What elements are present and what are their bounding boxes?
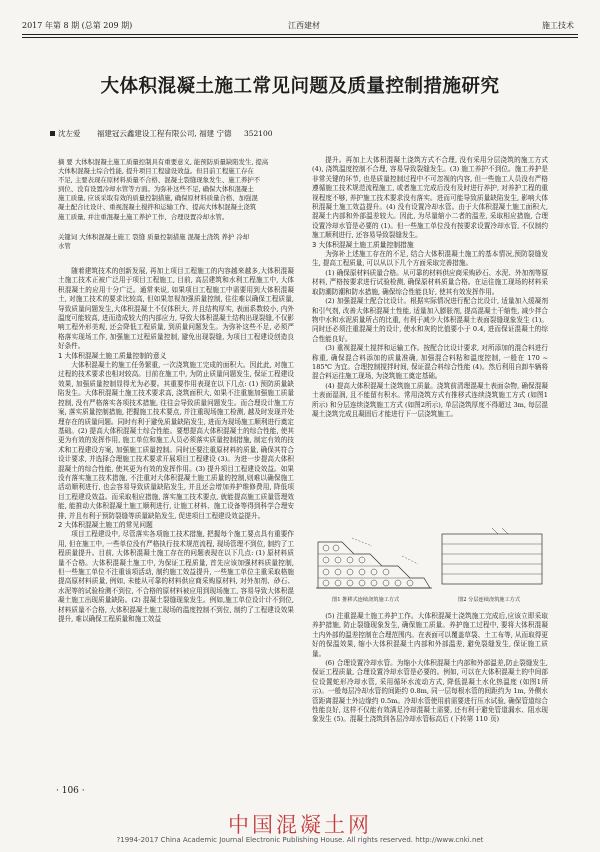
text-line: 顺利进行奠定基础。(2) 提高大体积混凝土综合性能。要想提高大体 [58,417,294,435]
text-line: 可以覆盖草袋、土工布等, 从而取得更好的保温效果, 缩小大体积混凝土 [312,630,548,649]
text-line: 式, 降低混凝土水化热温度 (如图1所示)。一般每层冷却水管的间距 [312,677,548,696]
text-line: 量加入缓凝剂和引气剂, 改善大体积混凝土性能, 适量加入膨胀剂, 提 [312,297,548,315]
section-heading [58,352,294,361]
text-line: 2 大体积混凝土施工的常见问题 [58,520,153,529]
text-line: 如果忽视加强质量控制, 往往难以确保工程质量, 导致质量问题发生, [58,295,294,313]
abstract-line: 施工质量, 应该采取有效的质量控制措施, 确保原材料质量合格、加强混 [58,194,258,203]
text-line: 示), 单层浇筑厚度不得超过 3m, 每层混凝土浇筑完成且凝固后才能进 [312,400,548,418]
text-line: 防止裂缝发生, 保证工程质量, 合理设置冷却水管是必要的。例如, 可 [312,659,548,677]
running-header [22,18,578,32]
text-line: 大体积混凝土的施工任务繁重, 一次浇筑施工完成的面积大。因此 [71,361,263,370]
text-line: 续浇筑施工方式 (如图1所示) 和分层连续浇筑施工方式 (如图2所 [312,391,548,409]
text-line: 1 大体积混凝土施工质量控制的意义 [58,351,167,360]
section-name: 施工技术 [542,21,574,30]
text-line: 预防裂缝发生, 提高工程质量, 可以从以下几个方面采取完善措施。 [312,250,548,268]
text-line: 好, 这样不仅能有效满足冷却混凝土需要, 还有利于避免管道漏水、阻 [332,706,535,715]
text-line: 能较高, 进而造成较大的内部应力, 导致大体积混凝土结构出现裂缝, [77,314,275,323]
text-line: 要求设置冷却水管, 不仅制约施工顺利进行, 还容易导致裂缝发生。 [312,221,548,240]
keywords [58,233,294,251]
figure-area [312,524,548,604]
figures-illustration [312,524,548,604]
abstract-line: 摘 要 大体积混凝土施工质量控制具有重要意义, 能预防质量缺陷发生, 提高 [58,158,269,166]
keywords-line: 水管 [58,242,71,251]
text-line: 以在大体积混凝土的中间部位设置蛇形冷却水管, 采用循环水流动方 [312,668,548,686]
text-line: 工方式 (4), 浇筑温度控制不合理, 容易导致裂缝发生。(3) 施工养 [312,156,548,174]
article-title: 大体积混凝土施工常见问题及质量控制措施研究 [100,76,500,97]
text-line: 提升。再加上大体积混凝土浇筑方式不合理, 没有采用分层浇筑的施 [325,156,528,164]
text-line: 物, 确保混凝土表面湿润, 且不能留有积水。常用浇筑方式有推移式连 [312,381,548,400]
text-line: 行下一层浇筑施工。 [397,409,458,418]
copyright-line: ?1994-2017 China Academic Journal Electronic Publishing House. All rights reserved. http://www.cnki.net [116,836,484,844]
text-line: 此, 对施工过程的技术要求也相对较高。目前在施工中, 为防止质量问 [58,361,294,379]
section-heading [312,241,548,250]
text-line: (5) 注重混凝土施工养护工作。大体积混凝土浇筑施工完成后, [325,612,508,620]
issue-info: 2017 年第 8 期 (总第 209 期) [22,21,133,30]
body-column-right-bottom [312,612,548,725]
abstract-line: 到位、没有设置冷却水管等方面。为弥补这些不足, 确保大体积混凝土 [58,185,254,194]
text-line: 定基础。 [415,372,442,381]
paragraph [312,382,548,420]
text-line: (4) 提高大体积混凝土浇筑施工质量。浇筑前清理混凝土表面杂 [325,381,511,390]
text-line: 效发挥作用。 [458,287,499,296]
text-line: 约 0.5m。冷却水管使用前需要进行压水试验, 确保管道综合性能良 [312,696,549,715]
text-line: 项活动, 制约施工效益提升, 一些施工单位主重采取格施提高原材 [58,568,294,586]
text-line: 则难以确保施工活动顺利进行, 也会容易导致质量缺陷发生, 并且还 [58,473,294,492]
paragraph [312,269,548,297]
text-line: 施工技术要点, 就能提高施工质量管理效能, 能推动大体积混凝土施工顺利进 [58,492,294,511]
abstract [58,158,294,222]
text-line: 这些不足, 必须严格落实现场工作, 加强施工过程质量控制, 避免出现 [58,323,294,341]
text-line: (1) 确保原材料质量合格。从可靠的材料供应商采购砂石、水泥、 [325,268,515,277]
text-line: 取相应措施, 合理设置冷却水管是必要的 (1)。但一些施工单位没有按 [312,212,548,230]
text-line: 具有重要作用, 但在施工中, 一些单位没有严格执行技术规范流程, 现 [58,530,294,548]
text-line: 如果没有落实施工技术措施, 不注重对大体积混凝土施工质量的控制, [58,464,295,482]
text-line: 的综合性能, 使其更为有效的发挥作用。(3) 提升项目工程建设效益。 [78,464,281,473]
text-line: 行, 让施工材料、施工设备等得到科学合理安排, 并且有利于预防裂缝 [58,502,294,520]
text-line: 理存在的质量问题。同时有利于避免质量缺陷发生, 进而为现场施工 [58,417,255,426]
text-line: 水泥等的试验检测不到位, 不合格的原材料被应用到现场施工, 容易导 [58,586,261,595]
paragraph [312,297,548,344]
body-column-left [58,267,294,624]
paragraph [312,344,548,382]
text-line: 高混凝土干缩性, 减少拌合物中水和水泥质量所占的比重, 有利于减少 [312,306,549,324]
paragraph [58,361,294,521]
text-line: (2) 加强混凝土配合比设计。根据实际情况进行配合比设计, 适 [325,297,508,306]
text-line: 题发生, 保证工程建设效果, 加强质量控制显得尤为必要。其重要作用 [58,370,294,388]
text-line: 工技术要求没有落实。进而可能导致质量缺陷发生, 影响大体积混凝土 [312,193,548,212]
text-line: 场管理不到位, 制约了工程质量提升。目前, 大体积混凝土施工存在的问 [58,539,294,558]
text-line: 和水利工程施工中, 大体积混凝土的应用十分广泛。通常来说, 如果项 [58,276,294,294]
text-line: 者施工完成后没有及时进行养护, 对养护工程的重视程度不够, 养护施 [312,184,548,202]
text-line: 过程中, 要将大体积混凝土内外部的温差控制在合理范围内。在表面 [312,621,548,639]
text-line: 目工程施工中需要用到大体积混凝土, 对施工技术的要求比较高, 但 [58,285,294,304]
keywords-line: 关键词 大体积混凝土施工 裂缝 质量控制措施 混凝土浇筑 养护 冷却 [58,233,250,241]
text-line: 料质量, 例如, 未能从可靠的材料供应商采购原材料, 对外加剂、砂石、 [85,577,295,586]
text-line: 3 大体积混凝土施工质量控制措施 [312,240,414,249]
journal-name: 江西建材 [288,21,320,30]
text-line: 等质量缺陷发生, 促进项目工程建设效益提升。 [128,511,265,520]
figure-1-diagram [316,538,432,588]
text-line: 不仅影响工程外形美观, 还会降低工程质量, 到质量问题发生。为弥补 [58,314,295,332]
watermark: 中国混凝土网 [228,813,372,837]
text-line: 积大, 混凝土内部和外部温差较大。因此, 为尽量缩小二者的温差, 采 [312,203,548,221]
abstract-line: 施工质量, 并注重混凝土施工养护工作、合理设置冷却水管。 [58,212,229,221]
text-line: 裂缝, 为项目工程建设创造良好条件。 [58,332,294,351]
paragraph [312,659,548,725]
author-marker-icon [50,131,55,136]
text-line: 理施工技术要求开展项目工程建设 (3)。为进一步提高大体积混凝土 [58,455,294,473]
text-line: 约 0.8m, 同一层每根水管的间距约为 1m, 外侧水管距离混凝土外边缘 [312,687,548,705]
text-line: 的混合料进行称重, 确保混合料添加的质量准确, 加强混合料粘和温 [312,344,548,362]
text-line: 运往施工现场的材料采取防潮防潮和防水措施, 确保综合性能良好, 使其有 [312,278,549,296]
section-heading [58,521,294,530]
text-line: 大体积混凝土不仅体积大, 并且结构厚实, 表面系数较小, 内外温度可 [58,304,294,323]
author-name: 沈左爱 [58,129,81,138]
text-line: 护不到位。施工养护是非常关键的环节, 也是质量控制过程中不可忽 [312,165,548,183]
text-line: 合性能 (4)。然后利用自卸车辆将混合料运往施工现场, 为浇筑施工奠 [312,362,549,381]
text-line: 题表现在以下几点: (1) 原材料质量不合格。大体积混凝土施工中, 为 [58,549,294,567]
text-line: 积混凝土的综合性能, 使其更为有效的发挥作用, 施工单位和施工人员 [58,426,294,445]
text-line: 度控制, 一般在 170 ~ 185℃ 为宜。合理控制搅拌时间, 保证混合料综 [312,353,548,371]
text-line: 表现在以下几点: (1) 预防质量缺陷发生。大体积混凝土施工技术要 [58,379,294,398]
body-column-right-top [312,156,548,419]
text-line: 施工效益提升。(4) 没有设置冷却水管。由于大体积混凝土施工面 [338,203,533,212]
text-line: 致大体积混凝土施工出现质量缺陷。(2) 混凝土裂缝现象发生。例如, [58,586,295,605]
text-line: 保证工程质量, 首先应该加强材料质量控制, 但一些施工单位不注重该 [58,558,294,576]
figure-1-caption: 图1 推移式连续浇筑施工方式 [332,597,400,603]
page-number: · 106 · [56,786,85,796]
header-rule-thick [22,34,578,35]
paragraph [312,612,548,659]
text-line: 必须落实质量控制措施, 制定有效的技术和工程建设方案, 加强施工质 [58,436,294,454]
paragraph [58,267,294,352]
text-line: 控制措施, 把握施工技术要点, 并注重现场施工检测, 越及时发现并处 [95,408,294,417]
text-line: 大体积混凝土施工技术正被广泛用于项目工程施工, 目前, 高层建筑 [58,267,294,285]
author-affiliation: 福建冠云鑫建设工程有限公司, 福建 宁德 [96,129,232,138]
paragraph [312,250,548,269]
abstract-line: 大体积混凝土综合性能, 提升项目工程建设效益。但目前工程施工存在 [58,167,254,176]
text-line: 为弥补上述施工存在的不足, 结合大体积混凝土施工的基本情况, [325,250,515,259]
text-line: 度控制不到位, 制约了工程建设效果提升, 难以确保工程质量和施工效益 [58,605,294,624]
text-line: 随着建筑技术的创新发展, 再加上项目工程施工的内容越来越多, [71,267,261,275]
text-line: (6) 合理设置冷却水管。为缩小大体积混凝土内部和外部温差, [325,659,506,668]
text-line: 求高, 浇筑面积大, 如果不注重施加强施工质量控制, 没有严格落实各项 [58,389,294,407]
header-rule-thin [22,37,578,38]
author-postcode: 352100 [243,129,273,138]
text-line: 外加剂等原材料, 严格按要求进行试验检测, 确保原材料质量合格。在 [312,268,548,287]
paragraph [58,530,294,624]
abstract-line: 不足, 主要表现在原材料质量不合格、混凝土裂缝现象发生、施工养护不 [58,176,261,185]
text-line: 施工单位设计计不到位, 材料质量不合格, 大体积混凝土施工现场的温 [58,596,294,614]
figure-2-caption: 图2 分层连续浇筑施工方式 [458,597,521,603]
paragraph [312,156,548,241]
text-line: 应该立即采取养护措施, 防止裂缝现象发生, 确保施工质量。养护施工 [312,612,549,630]
text-line: 量控制。同时还要注重原材料的质量, 确保其符合设计要求, 并选择合 [58,445,294,464]
text-line: (3) 重视混凝土搅拌和运输工作。按配合比设计要求, 对所添加 [325,344,508,353]
text-line: 视的内容, 但一些施工人员没有严格遵循施工技术规范流程施工, 或 [312,174,548,193]
text-line: 项目工程建设中, 尽管落实各项施工技术措施, 把握每个施工要点 [71,530,261,539]
figure-2-diagram [442,528,542,584]
text-line: 技术措施, 往往会导致质量问题发生。而合理设计施工方案, 落实质量 [58,398,294,417]
text-line: 内部和外部温差, 避免裂缝发生, 保证施工质量。 [312,640,548,658]
text-line: 大体积混凝土表面裂缝现象发生 (1)。同时还必须注重混凝土的设计, 使 [312,315,548,334]
text-line: 水和灰的比值要小于 0.4, 进而保证混凝土的综合性能良好。 [312,325,548,343]
author-line [50,128,273,139]
abstract-line: 凝土配合比设计、重视混凝土搅拌和运输工作、提高大体积混凝土浇筑 [58,203,257,212]
text-line: 水现象发生 (5)。混凝土浇筑到各层冷却水管标高后 (下转第 110 页) [312,706,549,724]
text-line: 会增加养护维修费用, 降低项目工程建设效益。而采取相应措施, 落实 [58,483,294,501]
